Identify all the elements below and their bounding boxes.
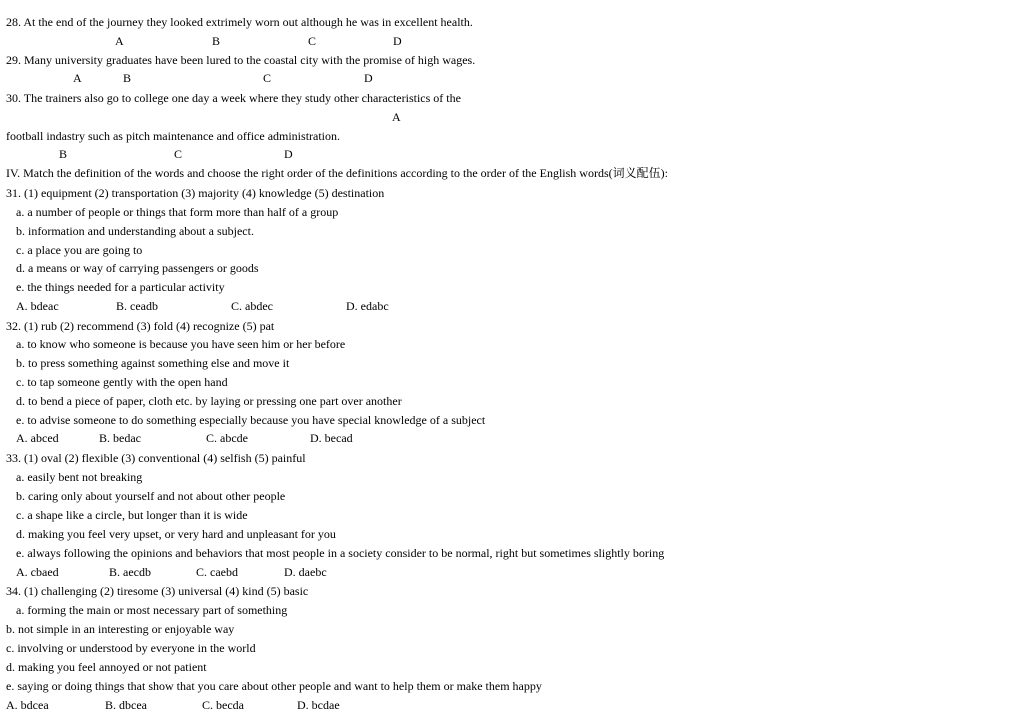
q29-underline-letter-a: A [73,71,82,85]
q31-option-b: B. ceadb [116,299,158,313]
q33-definition-b: b. caring only about yourself and not about other people [16,489,286,503]
q33-words: 33. (1) oval (2) flexible (3) conventional (4) selfish (5) painful [6,451,306,465]
q31-definition-e: e. the things needed for a particular activity [16,280,225,294]
q31-definition-c: c. a place you are going to [16,243,143,257]
q34-option-d: D. bcdae [297,698,340,712]
q32-definition-e: e. to advise someone to do something especially because you have special knowledge of a subject [16,413,486,427]
q28-underline-letter-c: C [308,34,317,48]
q31-option-c: C. abdec [231,299,273,313]
q34-option-c: C. becda [202,698,244,712]
q28-underline-letter-d: D [393,34,402,48]
q32-option-c: C. abcde [206,431,248,445]
q31-definition-d: d. a means or way of carrying passengers or goods [16,261,259,275]
q30-underline-letter-a: A [392,110,401,124]
q31-words: 31. (1) equipment (2) transportation (3) majority (4) knowledge (5) destination [6,186,385,200]
q30-stem-continued: football indastry such as pitch maintenance and office administration. [6,129,341,143]
q33-definition-d: d. making you feel very upset, or very hard and unpleasant for you [16,527,336,541]
q31-option-a: A. bdeac [16,299,59,313]
q33-option-c: C. caebd [196,565,238,579]
q32-definition-b: b. to press something against something else and move it [16,356,290,370]
q34-definition-a: a. forming the main or most necessary part of something [16,603,288,617]
q33-definition-e: e. always following the opinions and behaviors that most people in a society consider to be normal, right but sometimes slightly boring [16,546,665,560]
q32-definition-d: d. to bend a piece of paper, cloth etc. by laying or pressing one part over another [16,394,402,408]
q34-definition-d: d. making you feel annoyed or not patient [6,660,207,674]
q30-stem: 30. The trainers also go to college one day a week where they study other characteristics of the [6,91,461,105]
q28-stem: 28. At the end of the journey they looked extrimely worn out although he was in excellent health. [6,15,473,29]
q28-underline-letter-b: B [212,34,221,48]
q34-definition-e: e. saying or doing things that show that you care about other people and want to help them or make them happy [6,679,542,693]
q33-definition-c: c. a shape like a circle, but longer than it is wide [16,508,248,522]
q32-option-a: A. abced [16,431,59,445]
q32-definition-c: c. to tap someone gently with the open hand [16,375,228,389]
q33-option-a: A. cbaed [16,565,59,579]
q30-underline-letter-c: C [174,147,183,161]
q34-option-b: B. dbcea [105,698,147,712]
q32-option-d: D. becad [310,431,353,445]
q28-underline-letter-a: A [115,34,124,48]
q33-definition-a: a. easily bent not breaking [16,470,143,484]
q34-option-a: A. bdcea [6,698,49,712]
q32-definition-a: a. to know who someone is because you have seen him or her before [16,337,346,351]
q30-underline-letter-d: D [284,147,293,161]
q30-underline-letter-b: B [59,147,68,161]
q34-definition-b: b. not simple in an interesting or enjoyable way [6,622,235,636]
q29-underline-letter-d: D [364,71,373,85]
q34-words: 34. (1) challenging (2) tiresome (3) universal (4) kind (5) basic [6,584,309,598]
q29-stem: 29. Many university graduates have been lured to the coastal city with the promise of high wages. [6,53,476,67]
q31-definition-a: a. a number of people or things that form more than half of a group [16,205,339,219]
q34-definition-c: c. involving or understood by everyone in the world [6,641,256,655]
q33-option-b: B. aecdb [109,565,151,579]
section-heading: IV. Match the definition of the words and choose the right order of the definitions according to the order of the English words(词义配伍): [6,166,668,180]
q29-underline-letter-c: C [263,71,272,85]
q31-option-d: D. edabc [346,299,389,313]
q29-underline-letter-b: B [123,71,132,85]
q32-option-b: B. bedac [99,431,141,445]
q33-option-d: D. daebc [284,565,327,579]
q32-words: 32. (1) rub (2) recommend (3) fold (4) recognize (5) pat [6,319,275,333]
q31-definition-b: b. information and understanding about a subject. [16,224,254,238]
